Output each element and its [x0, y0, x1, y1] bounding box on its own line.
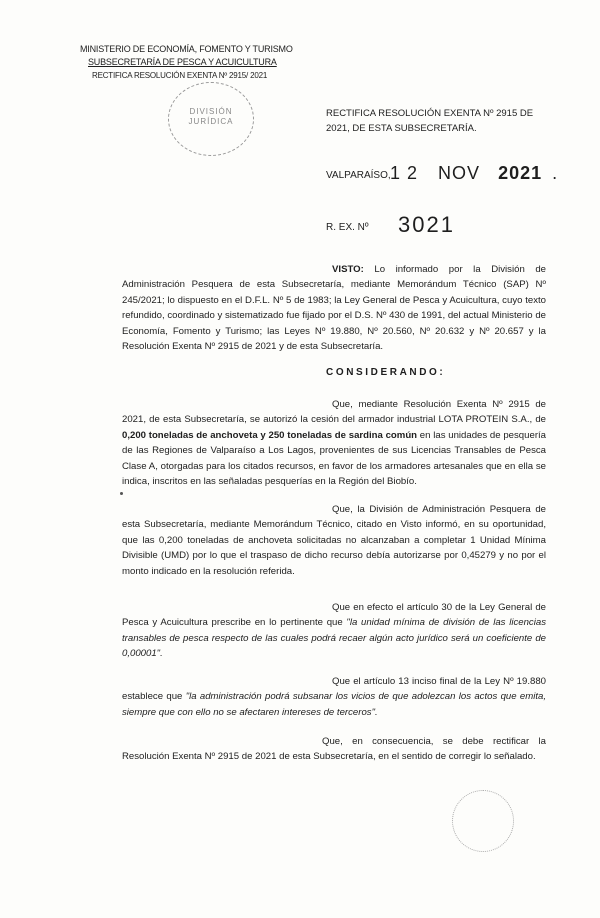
date-month: NOV	[438, 163, 481, 183]
date-end: .	[552, 163, 559, 183]
rectifica-header: RECTIFICA RESOLUCIÓN EXENTA Nº 2915/ 2021	[92, 71, 268, 80]
considerando-heading: CONSIDERANDO:	[326, 367, 446, 378]
division-juridica-stamp	[168, 82, 254, 156]
signature-stamp	[452, 790, 514, 852]
p1-text-bold: 0,200 toneladas de anchoveta y 250 toneladas de sardina común	[122, 429, 418, 441]
date-stamp	[390, 163, 558, 184]
date-day: 1 2	[390, 163, 419, 183]
visto-label: VISTO:	[332, 264, 364, 275]
date-year: 2021	[498, 163, 543, 183]
stamp-line-1: DIVISIÓN	[189, 107, 233, 116]
stray-mark	[120, 492, 123, 495]
p1-text-a: Que, mediante Resolución Exenta Nº 2915 de 2021, de esta Subsecretaría, se autorizó la cesión del armador industrial LOTA PROTEIN S.A., de	[122, 399, 546, 426]
date-place: VALPARAÍSO,	[326, 170, 391, 181]
considerando-paragraph-3	[122, 600, 546, 662]
rex-number: 3021	[398, 212, 455, 237]
p3-text-a: Que en efecto el artículo 30 de la Ley General de Pesca y Acuicultura prescribe en lo pertinente que	[122, 602, 546, 629]
stamp-line-2: JURÍDICA	[188, 117, 234, 126]
p5-text: Que, en consecuencia, se debe rectificar la Resolución Exenta Nº 2915 de 2021 de esta Subsecretaría, en el sentido de corregir lo señalado.	[122, 736, 546, 763]
considerando-paragraph-5	[122, 734, 546, 765]
considerando-paragraph-2	[122, 502, 546, 579]
subsecretaria-header: SUBSECRETARÍA DE PESCA Y ACUICULTURA	[88, 57, 277, 67]
visto-paragraph	[122, 262, 546, 354]
rex-label: R. EX. Nº	[326, 222, 369, 233]
p3-quote: "la unidad mínima de división de las licencias transables de pesca respecto de las cuales podrá recaer algún acto jurídico será un coeficiente de 0,00001".	[122, 617, 546, 660]
considerando-paragraph-1	[122, 397, 546, 489]
visto-text: Lo informado por la División de Administración Pesquera de esta Subsecretaría, mediante Memorándum Técnico (SAP) Nº 245/2021; lo dispuesto en el D.F.L. Nº 5 de 1983; la Ley General de Pesca y Acuicultura, cuyo texto refundido, coordinado y sistematizado fue fijado por el D.S. Nº 430 de 1991, del actual Ministerio de Economía, Fomento y Turismo; las Leyes Nº 19.880, Nº 20.560, Nº 20.632 y Nº 20.657 y la Resolución Exenta Nº 2915 de 2021 y de esta Subsecretaría.	[122, 264, 546, 353]
p4-quote: "la administración podrá subsanar los vicios de que adolezcan los actos que emita, siempre que con ello no se afectaren intereses de terceros".	[122, 691, 547, 718]
ministry-header: MINISTERIO DE ECONOMÍA, FOMENTO Y TURISMO	[80, 44, 293, 54]
resolution-reference: RECTIFICA RESOLUCIÓN EXENTA Nº 2915 DE 2021, DE ESTA SUBSECRETARÍA.	[326, 108, 534, 134]
p1-text-c: en las unidades de pesquería de las Regiones de Valparaíso a Los Lagos, provenientes de sus Licencias Transables de Pesca Clase A, otorgadas para los citados recursos, en favor de los armadores artesanales que en ella se indica, inscritos en las señaladas pesquerías en la Región del Biobío.	[122, 429, 547, 488]
p4-text-a: Que el artículo 13 inciso final de la Ley Nº 19.880 establece que	[122, 676, 546, 703]
p2-text: Que, la División de Administración Pesquera de esta Subsecretaría, mediante Memorándum Técnico, citado en Visto informó, en su oportunidad, que las 0,200 toneladas de anchoveta solicitadas no alcanzaban a completar 1 Unidad Mínima Divisible (UMD) por lo que el traspaso de dicho recurso debía autorizarse por 0,45279 y no por el monto indicado en la resolución referida.	[122, 504, 546, 577]
considerando-paragraph-4	[122, 674, 546, 720]
